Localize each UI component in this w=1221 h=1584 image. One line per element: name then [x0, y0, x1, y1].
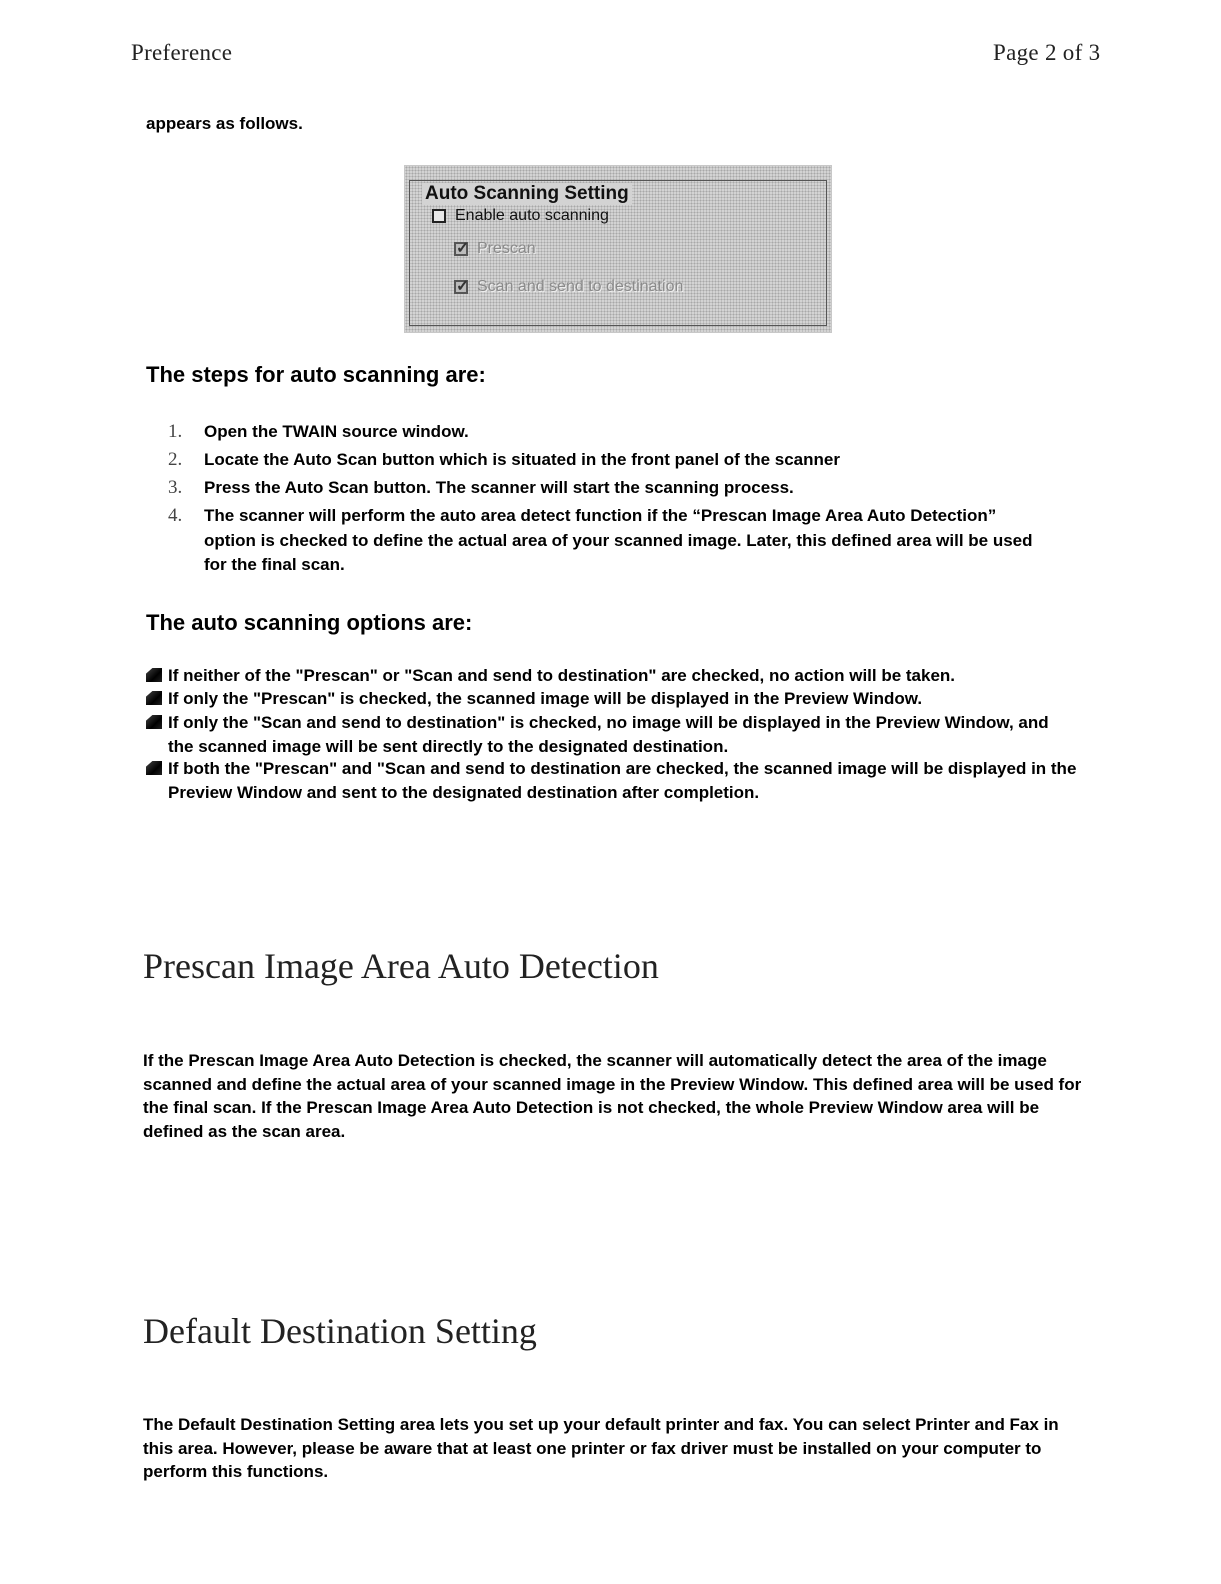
step-text: The scanner will perform the auto area detect function if the “Prescan Image Area Auto Detection” option is checked to define the actual area of your scanned image. Later, this defined area will be used for the final scan. [204, 506, 1033, 574]
intro-text: appears as follows. [146, 114, 303, 133]
option-item: If only the "Prescan" is checked, the scanned image will be displayed in the Preview Window. [168, 689, 923, 708]
prescan-label: Prescan [477, 240, 536, 257]
header-left-title: Preference [131, 40, 233, 65]
option-item: If neither of the "Prescan" or "Scan and send to destination" are checked, no action will be taken. [168, 666, 956, 685]
enable-auto-scanning-option[interactable] [432, 207, 609, 225]
step-text: Open the TWAIN source window. [204, 422, 469, 441]
prescan-checkbox[interactable] [454, 242, 468, 256]
step-text: Locate the Auto Scan button which is situated in the front panel of the scanner [204, 450, 840, 469]
scan-send-destination-label: Scan and send to destination [477, 278, 684, 295]
steps-heading: The steps for auto scanning are: [146, 362, 486, 387]
destination-section-heading: Default Destination Setting [143, 1311, 537, 1351]
enable-auto-scanning-label: Enable auto scanning [455, 207, 609, 224]
enable-auto-scanning-checkbox[interactable] [432, 209, 446, 223]
scanner-bullet-icon [146, 761, 162, 775]
scanner-bullet-icon [146, 715, 162, 729]
options-heading: The auto scanning options are: [146, 610, 473, 635]
option-item: If only the "Scan and send to destination" is checked, no image will be displayed in the Preview Window, and the scanned image will be sent directly to the designated destination. [168, 713, 1049, 756]
header-page-number: Page 2 of 3 [993, 40, 1101, 65]
scan-send-destination-checkbox[interactable] [454, 280, 468, 294]
option-item: If both the "Prescan" and "Scan and send to destination are checked, the scanned image will be displayed in the Preview Window and sent to the designated destination after completion. [168, 759, 1077, 802]
step-text: Press the Auto Scan button. The scanner will start the scanning process. [204, 478, 794, 497]
scan-send-destination-option[interactable] [454, 278, 683, 296]
prescan-section-heading: Prescan Image Area Auto Detection [143, 946, 659, 986]
auto-scanning-setting-dialog [404, 165, 832, 333]
prescan-option[interactable] [454, 240, 536, 258]
groupbox-title: Auto Scanning Setting [422, 183, 632, 205]
prescan-section-paragraph: If the Prescan Image Area Auto Detection is checked, the scanner will automatically detect the area of the image scanned and define the actual area of your scanned image in the Preview Window. This defined area will be used for the final scan. If the Prescan Image Area Auto Detection is not checked, the whole Preview Window area will be defined as the scan area. [143, 1051, 1082, 1141]
destination-section-paragraph: The Default Destination Setting area lets you set up your default printer and fax. You can select Printer and Fax in this area. However, please be aware that at least one printer or fax driver must be installed on your computer to perform this functions. [143, 1415, 1059, 1481]
step-number: 1. [168, 421, 183, 442]
step-number: 2. [168, 449, 183, 470]
auto-scanning-groupbox [409, 180, 827, 326]
step-number: 3. [168, 477, 183, 498]
step-number: 4. [168, 505, 183, 526]
